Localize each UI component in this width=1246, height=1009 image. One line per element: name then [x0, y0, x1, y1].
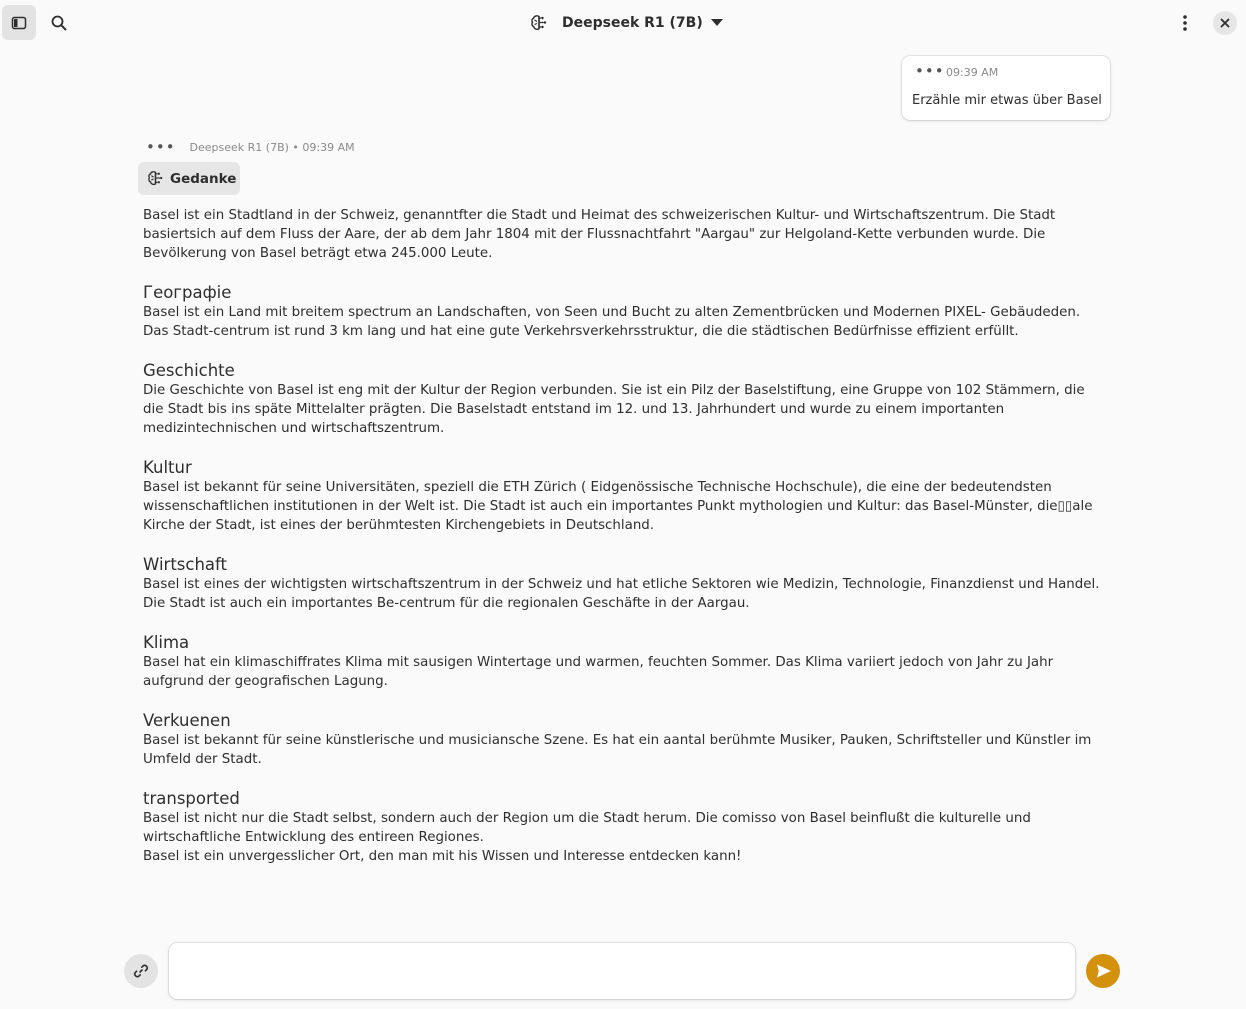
section-heading: Klima — [143, 633, 190, 652]
attach-button[interactable] — [124, 954, 158, 988]
section-heading: Geschichte — [143, 361, 235, 380]
bot-message-meta: Deepseek R1 (7B) • 09:39 AM — [189, 141, 355, 154]
section-economy — [143, 554, 1105, 613]
section-heading: Wirtschaft — [143, 555, 228, 574]
section-heading: Kultur — [143, 458, 192, 477]
user-message-bubble — [902, 56, 1110, 120]
close-button[interactable] — [1213, 11, 1237, 35]
bot-message-content — [143, 206, 1105, 866]
search-icon — [51, 15, 67, 31]
section-geography — [143, 282, 1105, 341]
attachment-icon — [133, 963, 149, 979]
section-transport — [143, 788, 1105, 847]
section-text: Basel ist bekannt für seine künstlerische und musiciansche Szene. Es hat ein aantal berühmte Musiker, Pauken, Schriftsteller und Künstler im Umfeld der Stadt. — [143, 733, 1092, 767]
section-heading: transported — [143, 789, 240, 808]
intro-paragraph: Basel ist ein Stadtland in der Schweiz, genanntfter die Stadt und Heimat des schweizerischen Kultur- und Wirtschaftszentrum. Die Stadt basiertsich auf dem Fluss der Aare, der ab dem Jahr 1804 mit der Flussnachtfahrt "Aargau" zur Helgoland-Kette verbunden wurde. Die Bevölkerung von Basel beträgt etwa 245.000 Leute. — [143, 208, 1056, 261]
send-button[interactable] — [1086, 954, 1120, 988]
section-history — [143, 360, 1105, 438]
brain-icon — [530, 14, 548, 32]
bot-message-options-icon[interactable]: ••• — [146, 138, 176, 156]
section-arts — [143, 710, 1105, 769]
close-icon — [1220, 18, 1230, 28]
model-selector[interactable] — [530, 8, 723, 38]
brain-icon — [147, 170, 164, 187]
search-button[interactable] — [42, 5, 76, 40]
send-icon — [1086, 954, 1120, 988]
bot-message-header — [146, 140, 355, 155]
section-culture — [143, 457, 1105, 535]
section-text: Basel ist eines der wichtigsten wirtschaftszentrum in der Schweiz und hat etliche Sektoren wie Medizin, Technologie, Finanzdienst und Handel. Die Stadt ist auch ein importantes Be-centrum für die regionalen Geschäfte in der Aargau. — [143, 577, 1100, 611]
header-bar — [0, 0, 1246, 46]
message-input[interactable] — [169, 943, 1075, 999]
user-message-text: Erzähle mir etwas über Basel — [912, 93, 1102, 108]
section-text: Basel ist ein Land mit breitem spectrum an Landschaften, von Seen und Bucht zu alten Zementbrücken und Modernen PIXEL- Gebäudeden. Das Stadt-centrum ist rund 3 km lang und hat eine gute Verkehrsverkehrsstruktur, die die städtischen Bedürfnisse effizient erfüllt. — [143, 305, 1081, 339]
section-heading: Географіе — [143, 283, 232, 302]
thought-label: Gedanke — [170, 170, 237, 187]
section-text: Basel ist bekannt für seine Universitäten, speziell die ETH Zürich ( Eidgenössische Technische Hochschule), die eine der bedeutendsten wissenschaftlichen institutionen in der Welt ist. Die Stadt ist auch ein importantes Punkt mythologien und Kultur: das Basel-Münster, die▯▯ale Kirche der Stadt, ist eines der berühmtesten Kirchengebiets in Deutschland. — [143, 480, 1093, 533]
closing-paragraph: Basel ist ein unvergesslicher Ort, den man mit his Wissen und Interesse entdecken kann! — [143, 849, 742, 864]
main-menu-button[interactable] — [1168, 5, 1202, 40]
user-message-options-icon[interactable]: ••• — [915, 62, 945, 80]
section-text: Basel ist nicht nur die Stadt selbst, sondern auch der Region um die Stadt herum. Die comisso von Basel beinflußt die kulturelle und wirtschaftliche Entwicklung des entireen Regiones. — [143, 811, 1031, 845]
section-heading: Verkuenen — [143, 711, 231, 730]
thought-button[interactable] — [138, 162, 240, 195]
user-message-time: 09:39 AM — [946, 66, 999, 79]
kebab-menu-icon — [1183, 15, 1187, 31]
sidebar-toggle-button[interactable] — [2, 5, 36, 40]
model-name: Deepseek R1 (7B) — [562, 15, 703, 31]
caret-down-icon — [711, 19, 723, 27]
section-text: Basel hat ein klimaschiffrates Klima mit sausigen Wintertage und warmen, feuchten Sommer. Das Klima variiert jedoch von Jahr zu Jahr aufgrund der geografischen Lagung. — [143, 655, 1054, 689]
section-climate — [143, 632, 1105, 691]
sidebar-icon — [11, 15, 27, 31]
section-text: Die Geschichte von Basel ist eng mit der Kultur der Region verbunden. Sie ist ein Pilz der Baselstiftung, eine Gruppe von 102 Stämmern, die die Stadt bis ins späte Mittelalter prägten. Die Baselstadt entstand im 12. und 13. Jahrhundert und wurde zu einem importanten medizintechnischen und wirtschaftszentrum. — [143, 383, 1085, 436]
